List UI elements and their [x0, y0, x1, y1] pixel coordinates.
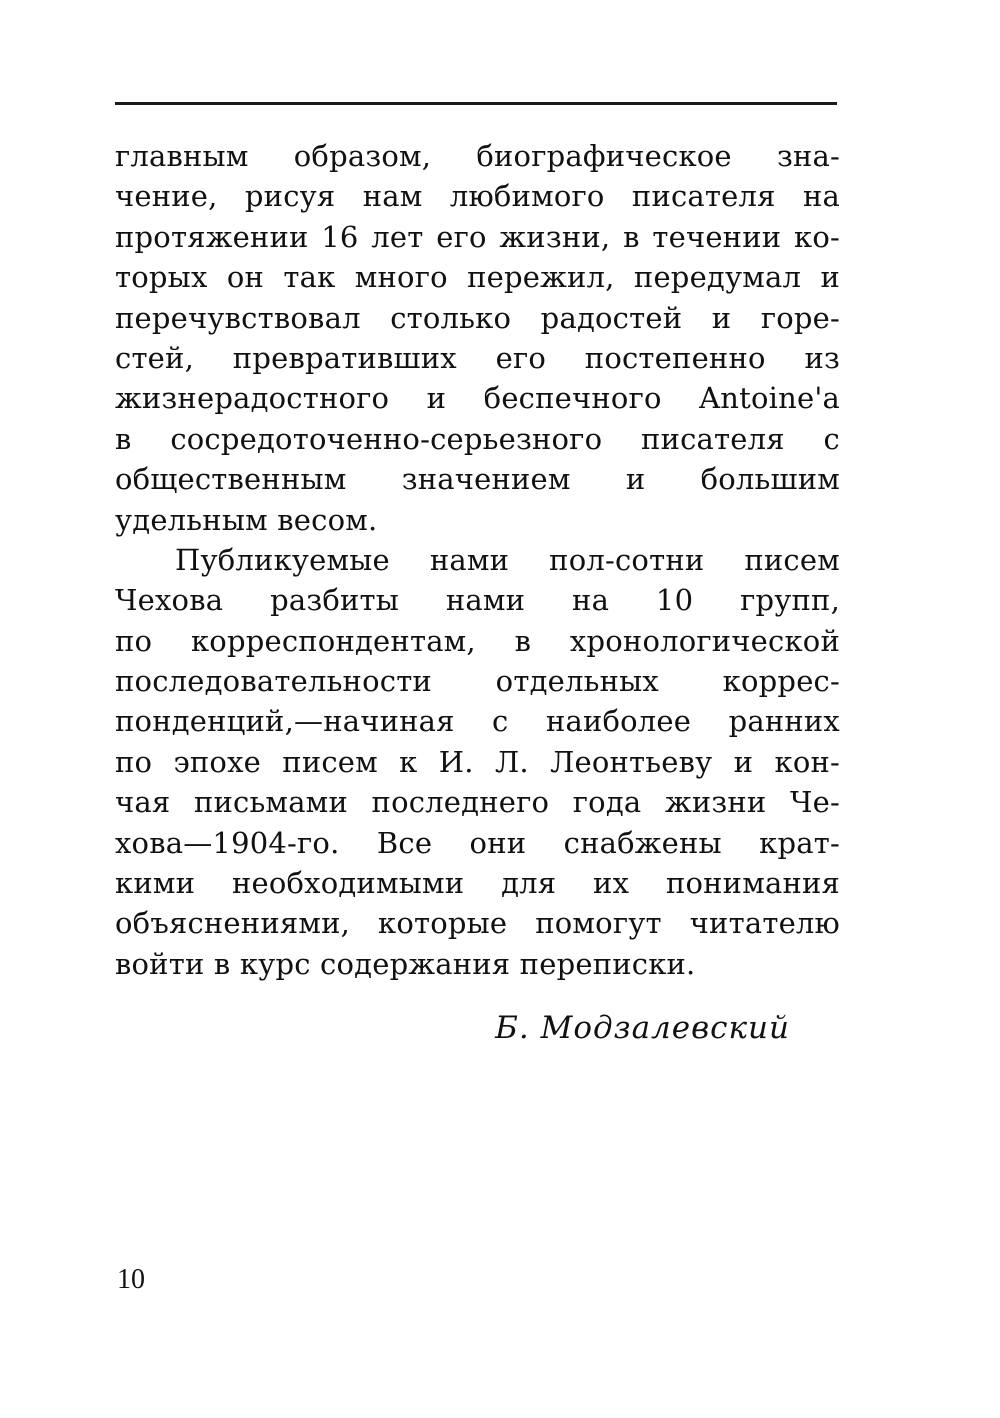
text-line: протяжении 16 лет его жизни, в течении ко- [115, 219, 840, 254]
text-line: Чехова разбиты нами на 10 групп, [115, 583, 840, 618]
text-line: хова—1904-го. Все они снабжены крат- [115, 825, 840, 860]
text-line: Публикуемые нами пол-сотни писем [175, 542, 840, 577]
text-line: по корреспондентам, в хронологической [115, 623, 840, 658]
author-signature: Б. Модзалевский [495, 1010, 790, 1046]
text-line: торых он так много пережил, передумал и [115, 260, 840, 295]
text-line: стей, превративших его постепенно из [115, 340, 840, 375]
text-line: удельным весом. [115, 502, 378, 537]
page-number: 10 [117, 1264, 145, 1295]
text-line: общественным значением и большим [115, 462, 840, 497]
text-line: понденций,—начиная с наиболее ранних [115, 704, 840, 739]
body-text [115, 136, 840, 984]
text-line: объяснениями, которые помогут читателю [115, 906, 840, 941]
text-line: чая письмами последнего года жизни Че- [115, 785, 840, 820]
text-line: последовательности отдельных коррес- [115, 664, 840, 699]
text-line: в сосредоточенно-серьезного писателя с [115, 421, 840, 456]
paragraph [115, 540, 840, 984]
top-rule [115, 102, 837, 105]
text-line: чение, рисуя нам любимого писателя на [115, 179, 840, 214]
text-line: кими необходимыми для их понимания [115, 866, 840, 901]
paragraph [115, 136, 840, 540]
text-line: главным образом, биографическое зна- [115, 139, 840, 173]
text-line: перечувствовал столько радостей и горе- [115, 300, 840, 335]
text-line: жизнерадостного и беспечного Antoine'a [115, 381, 840, 416]
text-line: по эпохе писем к И. Л. Леонтьеву и кон- [115, 744, 840, 779]
text-line: войти в курс содержания переписки. [115, 946, 696, 981]
